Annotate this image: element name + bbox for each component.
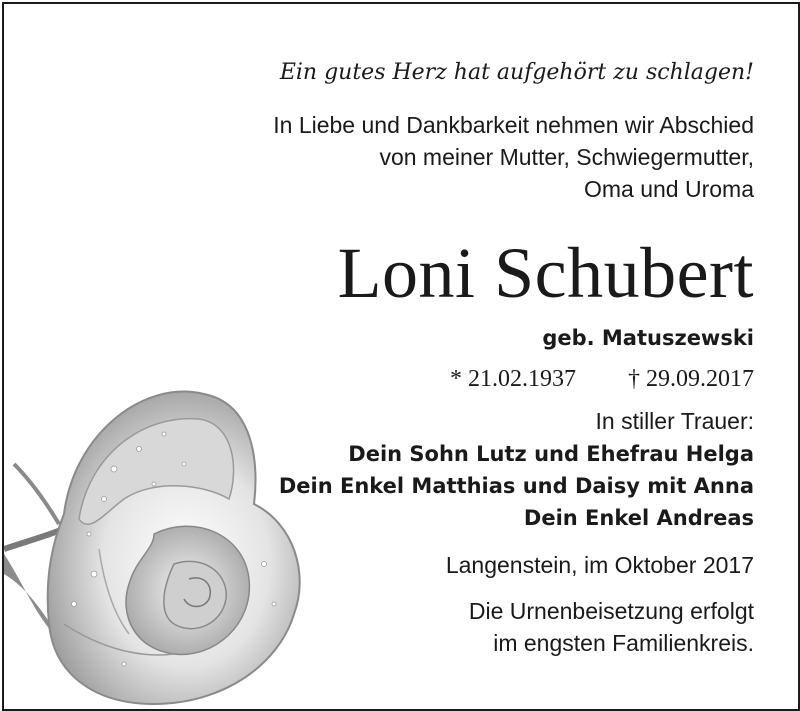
burial-note-line-1: Die Urnenbeisetzung erfolgt [468, 598, 754, 624]
mourners-heading: In stiller Trauer: [595, 408, 754, 434]
place-date: Langenstein, im Oktober 2017 [445, 552, 754, 578]
intro-line-1: In Liebe und Dankbarkeit nehmen wir Abschied [273, 112, 754, 138]
life-dates [450, 366, 754, 393]
deceased-name: Loni Schubert [337, 233, 754, 313]
intro-line-2: von meiner Mutter, Schwiegermutter, [379, 144, 754, 170]
burial-note-line-2: im engsten Familienkreis. [493, 630, 754, 656]
birth-date: * 21.02.1937 [450, 366, 576, 392]
mourner-line-2: Dein Enkel Matthias und Daisy mit Anna [278, 474, 754, 498]
mourner-line-3: Dein Enkel Andreas [523, 506, 754, 530]
mourner-line-1: Dein Sohn Lutz und Ehefrau Helga [348, 442, 754, 466]
death-date: † 29.09.2017 [628, 366, 754, 392]
obituary-notice [2, 2, 800, 711]
rose-icon [4, 374, 314, 709]
motto: Ein gutes Herz hat aufgehört zu schlagen! [279, 60, 754, 85]
intro-line-3: Oma und Uroma [583, 176, 754, 202]
maiden-name: geb. Matuszewski [542, 326, 754, 350]
